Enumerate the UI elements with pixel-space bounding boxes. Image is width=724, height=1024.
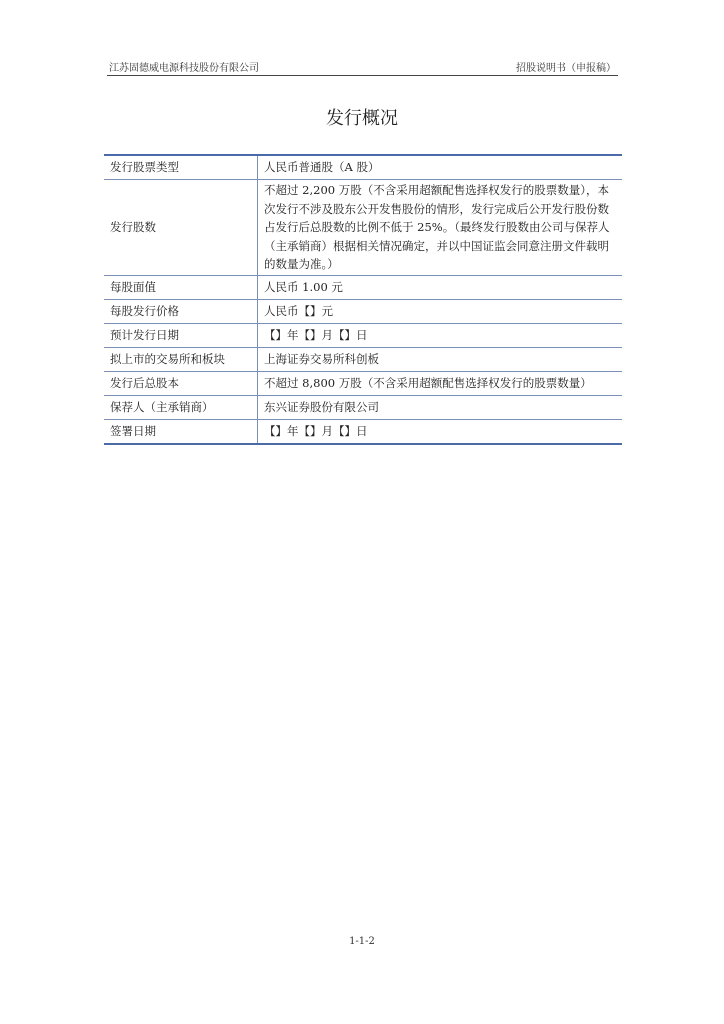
row-value: 人民币 1.00 元 (258, 275, 623, 299)
row-value: 东兴证券股份有限公司 (258, 395, 623, 419)
row-label: 发行股票类型 (104, 155, 258, 180)
row-label: 发行后总股本 (104, 371, 258, 395)
row-label: 拟上市的交易所和板块 (104, 347, 258, 371)
page-title: 发行概况 (326, 108, 398, 129)
row-label: 每股面值 (104, 275, 258, 299)
table-row (104, 299, 622, 323)
table-row (104, 275, 622, 299)
row-value: 上海证券交易所科创板 (258, 347, 623, 371)
table-row (104, 371, 622, 395)
table-row (104, 347, 622, 371)
table-row (104, 155, 622, 180)
row-value: 【】年【】月【】日 (258, 323, 623, 347)
row-value: 人民币普通股（A 股） (258, 155, 623, 180)
row-value: 人民币【】元 (258, 299, 623, 323)
row-value: 不超过 8,800 万股（不含采用超额配售选择权发行的股票数量） (258, 371, 623, 395)
row-label: 预计发行日期 (104, 323, 258, 347)
row-label: 每股发行价格 (104, 299, 258, 323)
table-row (104, 419, 622, 444)
row-value: 【】年【】月【】日 (258, 419, 623, 444)
row-label: 保荐人（主承销商） (104, 395, 258, 419)
page-number: 1-1-2 (349, 936, 375, 947)
table-row (104, 395, 622, 419)
header-document-type: 招股说明书（申报稿） (516, 63, 616, 74)
issuance-overview-table (104, 154, 622, 445)
table-row (104, 180, 622, 276)
row-value: 不超过 2,200 万股（不含采用超额配售选择权发行的股票数量），本次发行不涉及股东公开发售股份的情形，发行完成后公开发行股份数占发行后总股数的比例不低于 25%。（最终发行股数由公司与保荐人（主承销商）根据相关情况确定，并以中国证监会同意注册文件载明的数量为准。） (258, 180, 623, 276)
header-company-name: 江苏固德威电源科技股份有限公司 (109, 63, 259, 74)
row-label: 签署日期 (104, 419, 258, 444)
row-label: 发行股数 (104, 180, 258, 276)
page-header (107, 58, 618, 76)
table-row (104, 323, 622, 347)
